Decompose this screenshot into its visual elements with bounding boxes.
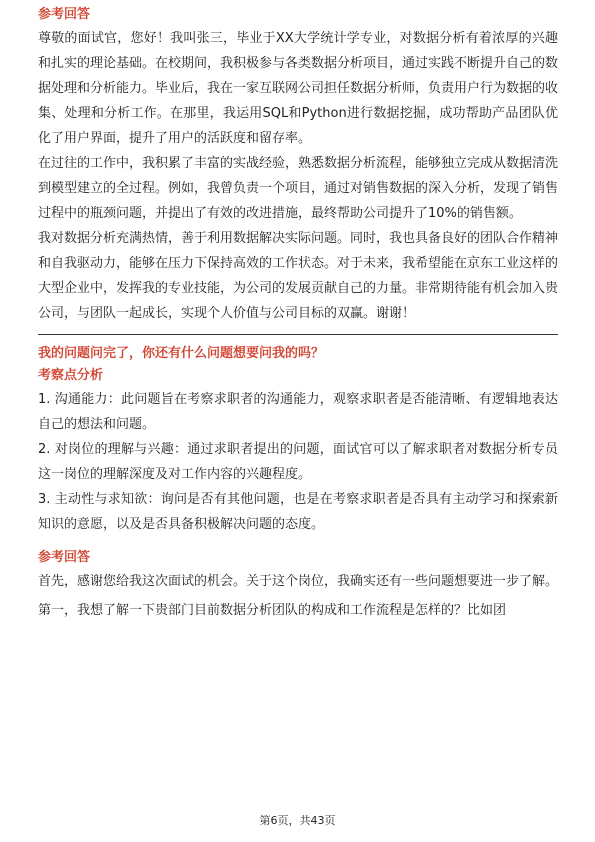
page-content [38,4,558,623]
analysis-heading: 考察点分析 [38,368,104,383]
reference-answer-heading: 参考回答 [38,550,91,565]
answer-paragraph: 首先，感谢您给我这次面试的机会。关于这个岗位，我确实还有一些问题想要进一步了解。 [38,574,559,589]
answer-paragraph: 在过往的工作中，我积累了丰富的实战经验，熟悉数据分析流程，能够独立完成从数据清洗到模型建立的全过程。例如，我曾负责一个项目，通过对销售数据的深入分析，发现了销售过程中的瓶颈问题，并提出了有效的改进措施，最终帮助公司提升了10%的销售额。 [38,156,559,221]
analysis-item: 3. 主动性与求知欲：询问是否有其他问题，也是在考察求职者是否具有主动学习和探索新知识的意愿，以及是否具备积极解决问题的态度。 [38,492,558,532]
section-divider [38,334,558,335]
page-number: 第6页，共43页 [259,814,336,827]
analysis-item: 2. 对岗位的理解与兴趣：通过求职者提出的问题，面试官可以了解求职者对数据分析专员这一岗位的理解深度及对工作内容的兴趣程度。 [38,442,558,482]
answer-paragraph: 第一，我想了解一下贵部门目前数据分析团队的构成和工作流程是怎样的？比如团 [38,603,507,618]
analysis-item: 1. 沟通能力：此问题旨在考察求职者的沟通能力，观察求职者是否能清晰、有逻辑地表达自己的想法和问题。 [38,392,558,432]
answer-paragraph: 我对数据分析充满热情，善于利用数据解决实际问题。同时，我也具备良好的团队合作精神和自我驱动力，能够在压力下保持高效的工作状态。对于未来，我希望能在京东工业这样的大型企业中，发挥我的专业技能，为公司的发展贡献自己的力量。非常期待能有机会加入贵公司，与团队一起成长，实现个人价值与公司目标的双赢。谢谢！ [38,231,559,321]
reference-answer-heading: 参考回答 [38,7,91,22]
answer-paragraph: 尊敬的面试官，您好！我叫张三，毕业于XX大学统计学专业，对数据分析有着浓厚的兴趣和扎实的理论基础。在校期间，我积极参与各类数据分析项目，通过实践不断提升自己的数据处理和分析能力。毕业后，我在一家互联网公司担任数据分析师，负责用户行为数据的收集、处理和分析工作。在那里，我运用SQL和Python进行数据挖掘，成功帮助产品团队优化了用户界面，提升了用户的活跃度和留存率。 [38,31,559,146]
question-heading: 我的问题问完了，你还有什么问题想要问我的吗？ [38,346,325,361]
